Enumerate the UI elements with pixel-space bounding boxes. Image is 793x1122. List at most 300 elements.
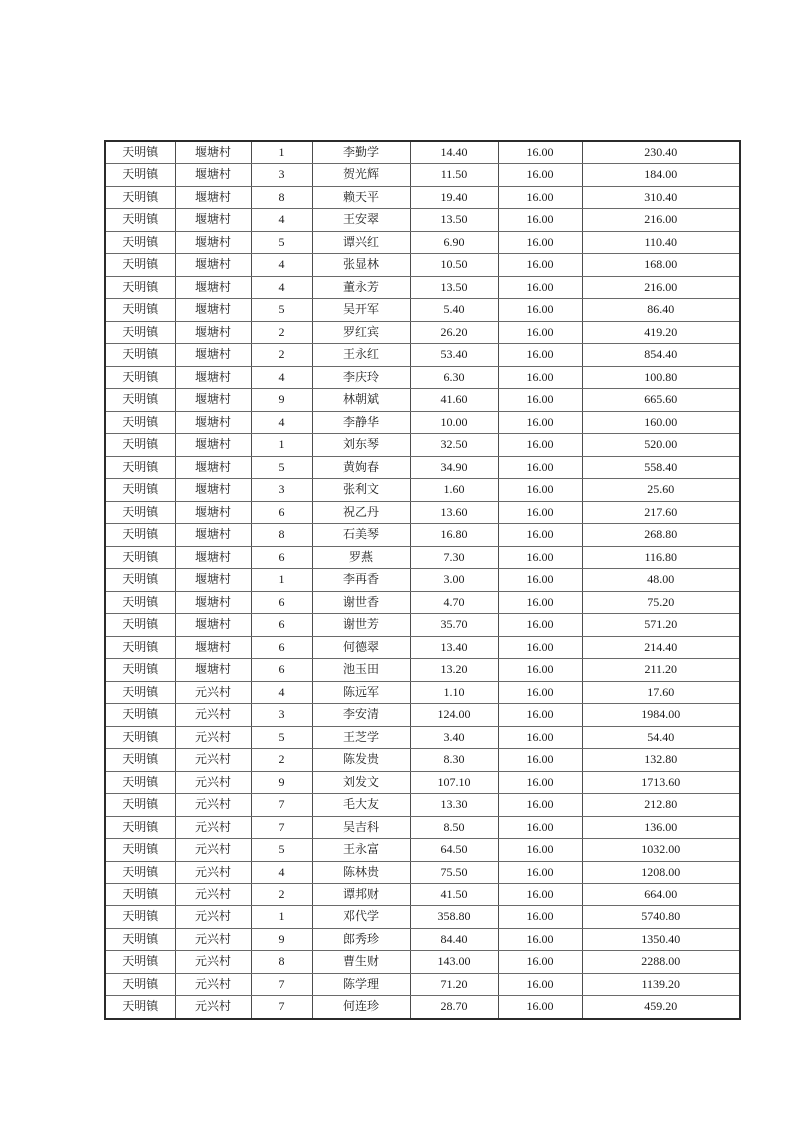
cell-name: 李静华 [312, 411, 410, 433]
table-row [105, 524, 740, 546]
cell-town: 天明镇 [105, 501, 175, 523]
cell-village: 元兴村 [175, 771, 251, 793]
cell-village: 元兴村 [175, 704, 251, 726]
cell-unit_price: 16.00 [498, 861, 582, 883]
cell-unit_price: 16.00 [498, 456, 582, 478]
cell-group: 1 [251, 569, 312, 591]
table-row [105, 816, 740, 838]
cell-amount: 48.00 [582, 569, 740, 591]
cell-quantity: 34.90 [410, 456, 498, 478]
cell-village: 堰塘村 [175, 186, 251, 208]
cell-name: 陈发贵 [312, 749, 410, 771]
cell-group: 7 [251, 816, 312, 838]
cell-village: 元兴村 [175, 951, 251, 973]
cell-town: 天明镇 [105, 996, 175, 1019]
cell-name: 邓代学 [312, 906, 410, 928]
cell-town: 天明镇 [105, 973, 175, 995]
cell-town: 天明镇 [105, 771, 175, 793]
cell-group: 1 [251, 434, 312, 456]
cell-name: 池玉田 [312, 659, 410, 681]
cell-unit_price: 16.00 [498, 479, 582, 501]
cell-town: 天明镇 [105, 546, 175, 568]
cell-amount: 459.20 [582, 996, 740, 1019]
cell-village: 堰塘村 [175, 456, 251, 478]
cell-town: 天明镇 [105, 569, 175, 591]
cell-village: 堰塘村 [175, 636, 251, 658]
payment-records-table-body [105, 141, 740, 1019]
cell-town: 天明镇 [105, 299, 175, 321]
cell-town: 天明镇 [105, 434, 175, 456]
cell-town: 天明镇 [105, 726, 175, 748]
cell-amount: 1713.60 [582, 771, 740, 793]
cell-group: 6 [251, 659, 312, 681]
cell-unit_price: 16.00 [498, 771, 582, 793]
cell-town: 天明镇 [105, 591, 175, 613]
cell-amount: 665.60 [582, 389, 740, 411]
cell-amount: 132.80 [582, 749, 740, 771]
cell-village: 元兴村 [175, 883, 251, 905]
cell-name: 何连珍 [312, 996, 410, 1019]
cell-quantity: 19.40 [410, 186, 498, 208]
cell-town: 天明镇 [105, 276, 175, 298]
cell-town: 天明镇 [105, 794, 175, 816]
cell-village: 堰塘村 [175, 321, 251, 343]
cell-group: 5 [251, 456, 312, 478]
cell-quantity: 84.40 [410, 928, 498, 950]
cell-unit_price: 16.00 [498, 591, 582, 613]
cell-name: 谭兴红 [312, 231, 410, 253]
cell-town: 天明镇 [105, 524, 175, 546]
cell-town: 天明镇 [105, 389, 175, 411]
cell-group: 3 [251, 704, 312, 726]
cell-village: 堰塘村 [175, 299, 251, 321]
cell-amount: 854.40 [582, 344, 740, 366]
cell-town: 天明镇 [105, 254, 175, 276]
cell-unit_price: 16.00 [498, 794, 582, 816]
cell-amount: 217.60 [582, 501, 740, 523]
cell-name: 张利文 [312, 479, 410, 501]
cell-unit_price: 16.00 [498, 411, 582, 433]
cell-group: 4 [251, 861, 312, 883]
cell-quantity: 7.30 [410, 546, 498, 568]
cell-group: 4 [251, 681, 312, 703]
cell-unit_price: 16.00 [498, 883, 582, 905]
cell-name: 陈远军 [312, 681, 410, 703]
cell-town: 天明镇 [105, 456, 175, 478]
cell-unit_price: 16.00 [498, 681, 582, 703]
table-row [105, 681, 740, 703]
cell-amount: 25.60 [582, 479, 740, 501]
cell-town: 天明镇 [105, 659, 175, 681]
cell-quantity: 6.30 [410, 366, 498, 388]
cell-group: 6 [251, 614, 312, 636]
cell-town: 天明镇 [105, 749, 175, 771]
cell-village: 堰塘村 [175, 389, 251, 411]
cell-amount: 136.00 [582, 816, 740, 838]
cell-quantity: 107.10 [410, 771, 498, 793]
table-row [105, 209, 740, 231]
cell-village: 元兴村 [175, 996, 251, 1019]
cell-amount: 310.40 [582, 186, 740, 208]
cell-town: 天明镇 [105, 614, 175, 636]
cell-group: 8 [251, 524, 312, 546]
table-row [105, 321, 740, 343]
cell-unit_price: 16.00 [498, 276, 582, 298]
cell-name: 张显林 [312, 254, 410, 276]
cell-group: 6 [251, 501, 312, 523]
cell-name: 赖天平 [312, 186, 410, 208]
cell-town: 天明镇 [105, 411, 175, 433]
cell-name: 贺光辉 [312, 164, 410, 186]
cell-village: 元兴村 [175, 726, 251, 748]
cell-village: 元兴村 [175, 681, 251, 703]
cell-unit_price: 16.00 [498, 231, 582, 253]
cell-village: 堰塘村 [175, 366, 251, 388]
payment-records-table [104, 140, 741, 1020]
cell-group: 8 [251, 951, 312, 973]
cell-name: 吴开军 [312, 299, 410, 321]
cell-name: 刘发文 [312, 771, 410, 793]
cell-unit_price: 16.00 [498, 344, 582, 366]
cell-unit_price: 16.00 [498, 973, 582, 995]
cell-unit_price: 16.00 [498, 366, 582, 388]
cell-group: 6 [251, 546, 312, 568]
cell-name: 李再香 [312, 569, 410, 591]
table-row [105, 186, 740, 208]
cell-town: 天明镇 [105, 479, 175, 501]
cell-quantity: 10.00 [410, 411, 498, 433]
cell-name: 郎秀珍 [312, 928, 410, 950]
table-row [105, 569, 740, 591]
cell-amount: 520.00 [582, 434, 740, 456]
cell-quantity: 13.20 [410, 659, 498, 681]
cell-village: 堰塘村 [175, 659, 251, 681]
cell-name: 陈学理 [312, 973, 410, 995]
cell-name: 罗红宾 [312, 321, 410, 343]
cell-group: 8 [251, 186, 312, 208]
table-row [105, 456, 740, 478]
cell-amount: 571.20 [582, 614, 740, 636]
table-row [105, 659, 740, 681]
table-row [105, 973, 740, 995]
cell-name: 何德翠 [312, 636, 410, 658]
table-row [105, 299, 740, 321]
cell-name: 李庆玲 [312, 366, 410, 388]
cell-amount: 419.20 [582, 321, 740, 343]
cell-amount: 230.40 [582, 141, 740, 164]
table-row [105, 479, 740, 501]
table-row [105, 839, 740, 861]
cell-village: 堰塘村 [175, 591, 251, 613]
table-row [105, 254, 740, 276]
table-row [105, 726, 740, 748]
cell-quantity: 14.40 [410, 141, 498, 164]
cell-unit_price: 16.00 [498, 164, 582, 186]
cell-unit_price: 16.00 [498, 816, 582, 838]
cell-group: 4 [251, 276, 312, 298]
cell-group: 9 [251, 928, 312, 950]
cell-amount: 664.00 [582, 883, 740, 905]
cell-town: 天明镇 [105, 928, 175, 950]
cell-village: 堰塘村 [175, 546, 251, 568]
cell-quantity: 16.80 [410, 524, 498, 546]
cell-village: 堰塘村 [175, 141, 251, 164]
cell-group: 4 [251, 254, 312, 276]
cell-village: 堰塘村 [175, 276, 251, 298]
cell-group: 5 [251, 726, 312, 748]
table-row [105, 389, 740, 411]
cell-village: 堰塘村 [175, 411, 251, 433]
cell-quantity: 75.50 [410, 861, 498, 883]
cell-unit_price: 16.00 [498, 704, 582, 726]
cell-amount: 1984.00 [582, 704, 740, 726]
cell-quantity: 13.40 [410, 636, 498, 658]
cell-group: 2 [251, 321, 312, 343]
cell-group: 2 [251, 344, 312, 366]
cell-amount: 2288.00 [582, 951, 740, 973]
cell-amount: 212.80 [582, 794, 740, 816]
cell-unit_price: 16.00 [498, 501, 582, 523]
cell-amount: 100.80 [582, 366, 740, 388]
cell-unit_price: 16.00 [498, 321, 582, 343]
table-row [105, 164, 740, 186]
table-row [105, 614, 740, 636]
cell-group: 5 [251, 231, 312, 253]
table-row [105, 344, 740, 366]
cell-town: 天明镇 [105, 816, 175, 838]
cell-quantity: 124.00 [410, 704, 498, 726]
cell-unit_price: 16.00 [498, 996, 582, 1019]
cell-name: 王永红 [312, 344, 410, 366]
cell-name: 李安清 [312, 704, 410, 726]
cell-quantity: 26.20 [410, 321, 498, 343]
cell-town: 天明镇 [105, 883, 175, 905]
table-row [105, 906, 740, 928]
cell-amount: 216.00 [582, 276, 740, 298]
cell-town: 天明镇 [105, 839, 175, 861]
cell-town: 天明镇 [105, 164, 175, 186]
cell-village: 堰塘村 [175, 614, 251, 636]
cell-quantity: 13.60 [410, 501, 498, 523]
cell-group: 7 [251, 973, 312, 995]
cell-unit_price: 16.00 [498, 254, 582, 276]
cell-amount: 116.80 [582, 546, 740, 568]
cell-village: 堰塘村 [175, 231, 251, 253]
cell-name: 毛大友 [312, 794, 410, 816]
cell-group: 2 [251, 749, 312, 771]
cell-unit_price: 16.00 [498, 659, 582, 681]
cell-unit_price: 16.00 [498, 546, 582, 568]
cell-town: 天明镇 [105, 344, 175, 366]
cell-quantity: 28.70 [410, 996, 498, 1019]
cell-quantity: 64.50 [410, 839, 498, 861]
cell-quantity: 6.90 [410, 231, 498, 253]
cell-name: 董永芳 [312, 276, 410, 298]
cell-amount: 17.60 [582, 681, 740, 703]
cell-town: 天明镇 [105, 861, 175, 883]
cell-town: 天明镇 [105, 141, 175, 164]
cell-name: 罗燕 [312, 546, 410, 568]
cell-unit_price: 16.00 [498, 839, 582, 861]
cell-name: 王芝学 [312, 726, 410, 748]
cell-quantity: 41.60 [410, 389, 498, 411]
cell-amount: 160.00 [582, 411, 740, 433]
cell-unit_price: 16.00 [498, 749, 582, 771]
cell-quantity: 3.00 [410, 569, 498, 591]
cell-name: 王永富 [312, 839, 410, 861]
cell-group: 6 [251, 591, 312, 613]
cell-name: 黄姁春 [312, 456, 410, 478]
cell-amount: 184.00 [582, 164, 740, 186]
cell-unit_price: 16.00 [498, 141, 582, 164]
cell-name: 曹生财 [312, 951, 410, 973]
cell-village: 元兴村 [175, 839, 251, 861]
cell-quantity: 13.30 [410, 794, 498, 816]
table-row [105, 704, 740, 726]
cell-town: 天明镇 [105, 636, 175, 658]
cell-quantity: 3.40 [410, 726, 498, 748]
cell-quantity: 5.40 [410, 299, 498, 321]
cell-group: 7 [251, 794, 312, 816]
table-row [105, 749, 740, 771]
cell-name: 谢世芳 [312, 614, 410, 636]
table-row [105, 794, 740, 816]
cell-name: 祝乙丹 [312, 501, 410, 523]
cell-quantity: 8.30 [410, 749, 498, 771]
cell-quantity: 53.40 [410, 344, 498, 366]
table-row [105, 928, 740, 950]
cell-quantity: 71.20 [410, 973, 498, 995]
table-row [105, 546, 740, 568]
cell-village: 元兴村 [175, 794, 251, 816]
cell-quantity: 8.50 [410, 816, 498, 838]
cell-village: 堰塘村 [175, 569, 251, 591]
cell-quantity: 13.50 [410, 209, 498, 231]
cell-town: 天明镇 [105, 321, 175, 343]
table-row [105, 996, 740, 1019]
cell-name: 陈林贵 [312, 861, 410, 883]
cell-group: 3 [251, 164, 312, 186]
cell-amount: 54.40 [582, 726, 740, 748]
table-row [105, 501, 740, 523]
cell-name: 吴吉科 [312, 816, 410, 838]
cell-quantity: 358.80 [410, 906, 498, 928]
cell-amount: 216.00 [582, 209, 740, 231]
table-row [105, 141, 740, 164]
table-row [105, 366, 740, 388]
cell-name: 谭邦财 [312, 883, 410, 905]
cell-town: 天明镇 [105, 704, 175, 726]
table-row [105, 771, 740, 793]
cell-quantity: 11.50 [410, 164, 498, 186]
cell-amount: 211.20 [582, 659, 740, 681]
cell-amount: 75.20 [582, 591, 740, 613]
cell-group: 9 [251, 771, 312, 793]
cell-quantity: 1.60 [410, 479, 498, 501]
cell-town: 天明镇 [105, 231, 175, 253]
cell-unit_price: 16.00 [498, 186, 582, 208]
table-row [105, 951, 740, 973]
cell-unit_price: 16.00 [498, 614, 582, 636]
cell-unit_price: 16.00 [498, 951, 582, 973]
cell-village: 堰塘村 [175, 501, 251, 523]
cell-quantity: 13.50 [410, 276, 498, 298]
cell-name: 刘东琴 [312, 434, 410, 456]
table-row [105, 411, 740, 433]
cell-unit_price: 16.00 [498, 389, 582, 411]
cell-amount: 168.00 [582, 254, 740, 276]
cell-amount: 268.80 [582, 524, 740, 546]
cell-village: 元兴村 [175, 749, 251, 771]
cell-amount: 1139.20 [582, 973, 740, 995]
cell-group: 7 [251, 996, 312, 1019]
cell-amount: 1032.00 [582, 839, 740, 861]
cell-village: 堰塘村 [175, 164, 251, 186]
cell-name: 谢世香 [312, 591, 410, 613]
cell-amount: 214.40 [582, 636, 740, 658]
cell-town: 天明镇 [105, 209, 175, 231]
cell-group: 1 [251, 906, 312, 928]
table-row [105, 883, 740, 905]
cell-town: 天明镇 [105, 906, 175, 928]
cell-village: 元兴村 [175, 816, 251, 838]
cell-town: 天明镇 [105, 366, 175, 388]
cell-unit_price: 16.00 [498, 524, 582, 546]
cell-village: 堰塘村 [175, 524, 251, 546]
cell-group: 6 [251, 636, 312, 658]
cell-name: 李勤学 [312, 141, 410, 164]
cell-quantity: 1.10 [410, 681, 498, 703]
cell-unit_price: 16.00 [498, 209, 582, 231]
cell-village: 堰塘村 [175, 434, 251, 456]
cell-name: 王安翠 [312, 209, 410, 231]
cell-group: 3 [251, 479, 312, 501]
cell-group: 2 [251, 883, 312, 905]
cell-quantity: 143.00 [410, 951, 498, 973]
cell-amount: 110.40 [582, 231, 740, 253]
table-row [105, 276, 740, 298]
cell-quantity: 4.70 [410, 591, 498, 613]
cell-unit_price: 16.00 [498, 569, 582, 591]
cell-village: 堰塘村 [175, 209, 251, 231]
cell-unit_price: 16.00 [498, 434, 582, 456]
cell-quantity: 32.50 [410, 434, 498, 456]
cell-village: 堰塘村 [175, 254, 251, 276]
cell-town: 天明镇 [105, 186, 175, 208]
cell-quantity: 41.50 [410, 883, 498, 905]
table-row [105, 591, 740, 613]
cell-group: 1 [251, 141, 312, 164]
cell-name: 石美琴 [312, 524, 410, 546]
cell-amount: 1350.40 [582, 928, 740, 950]
cell-group: 4 [251, 366, 312, 388]
cell-village: 元兴村 [175, 973, 251, 995]
table-row [105, 636, 740, 658]
cell-unit_price: 16.00 [498, 906, 582, 928]
cell-amount: 5740.80 [582, 906, 740, 928]
cell-village: 元兴村 [175, 928, 251, 950]
cell-group: 4 [251, 411, 312, 433]
cell-amount: 558.40 [582, 456, 740, 478]
cell-name: 林朝斌 [312, 389, 410, 411]
cell-town: 天明镇 [105, 951, 175, 973]
cell-unit_price: 16.00 [498, 636, 582, 658]
cell-village: 元兴村 [175, 906, 251, 928]
cell-unit_price: 16.00 [498, 928, 582, 950]
cell-quantity: 10.50 [410, 254, 498, 276]
cell-quantity: 35.70 [410, 614, 498, 636]
cell-amount: 86.40 [582, 299, 740, 321]
